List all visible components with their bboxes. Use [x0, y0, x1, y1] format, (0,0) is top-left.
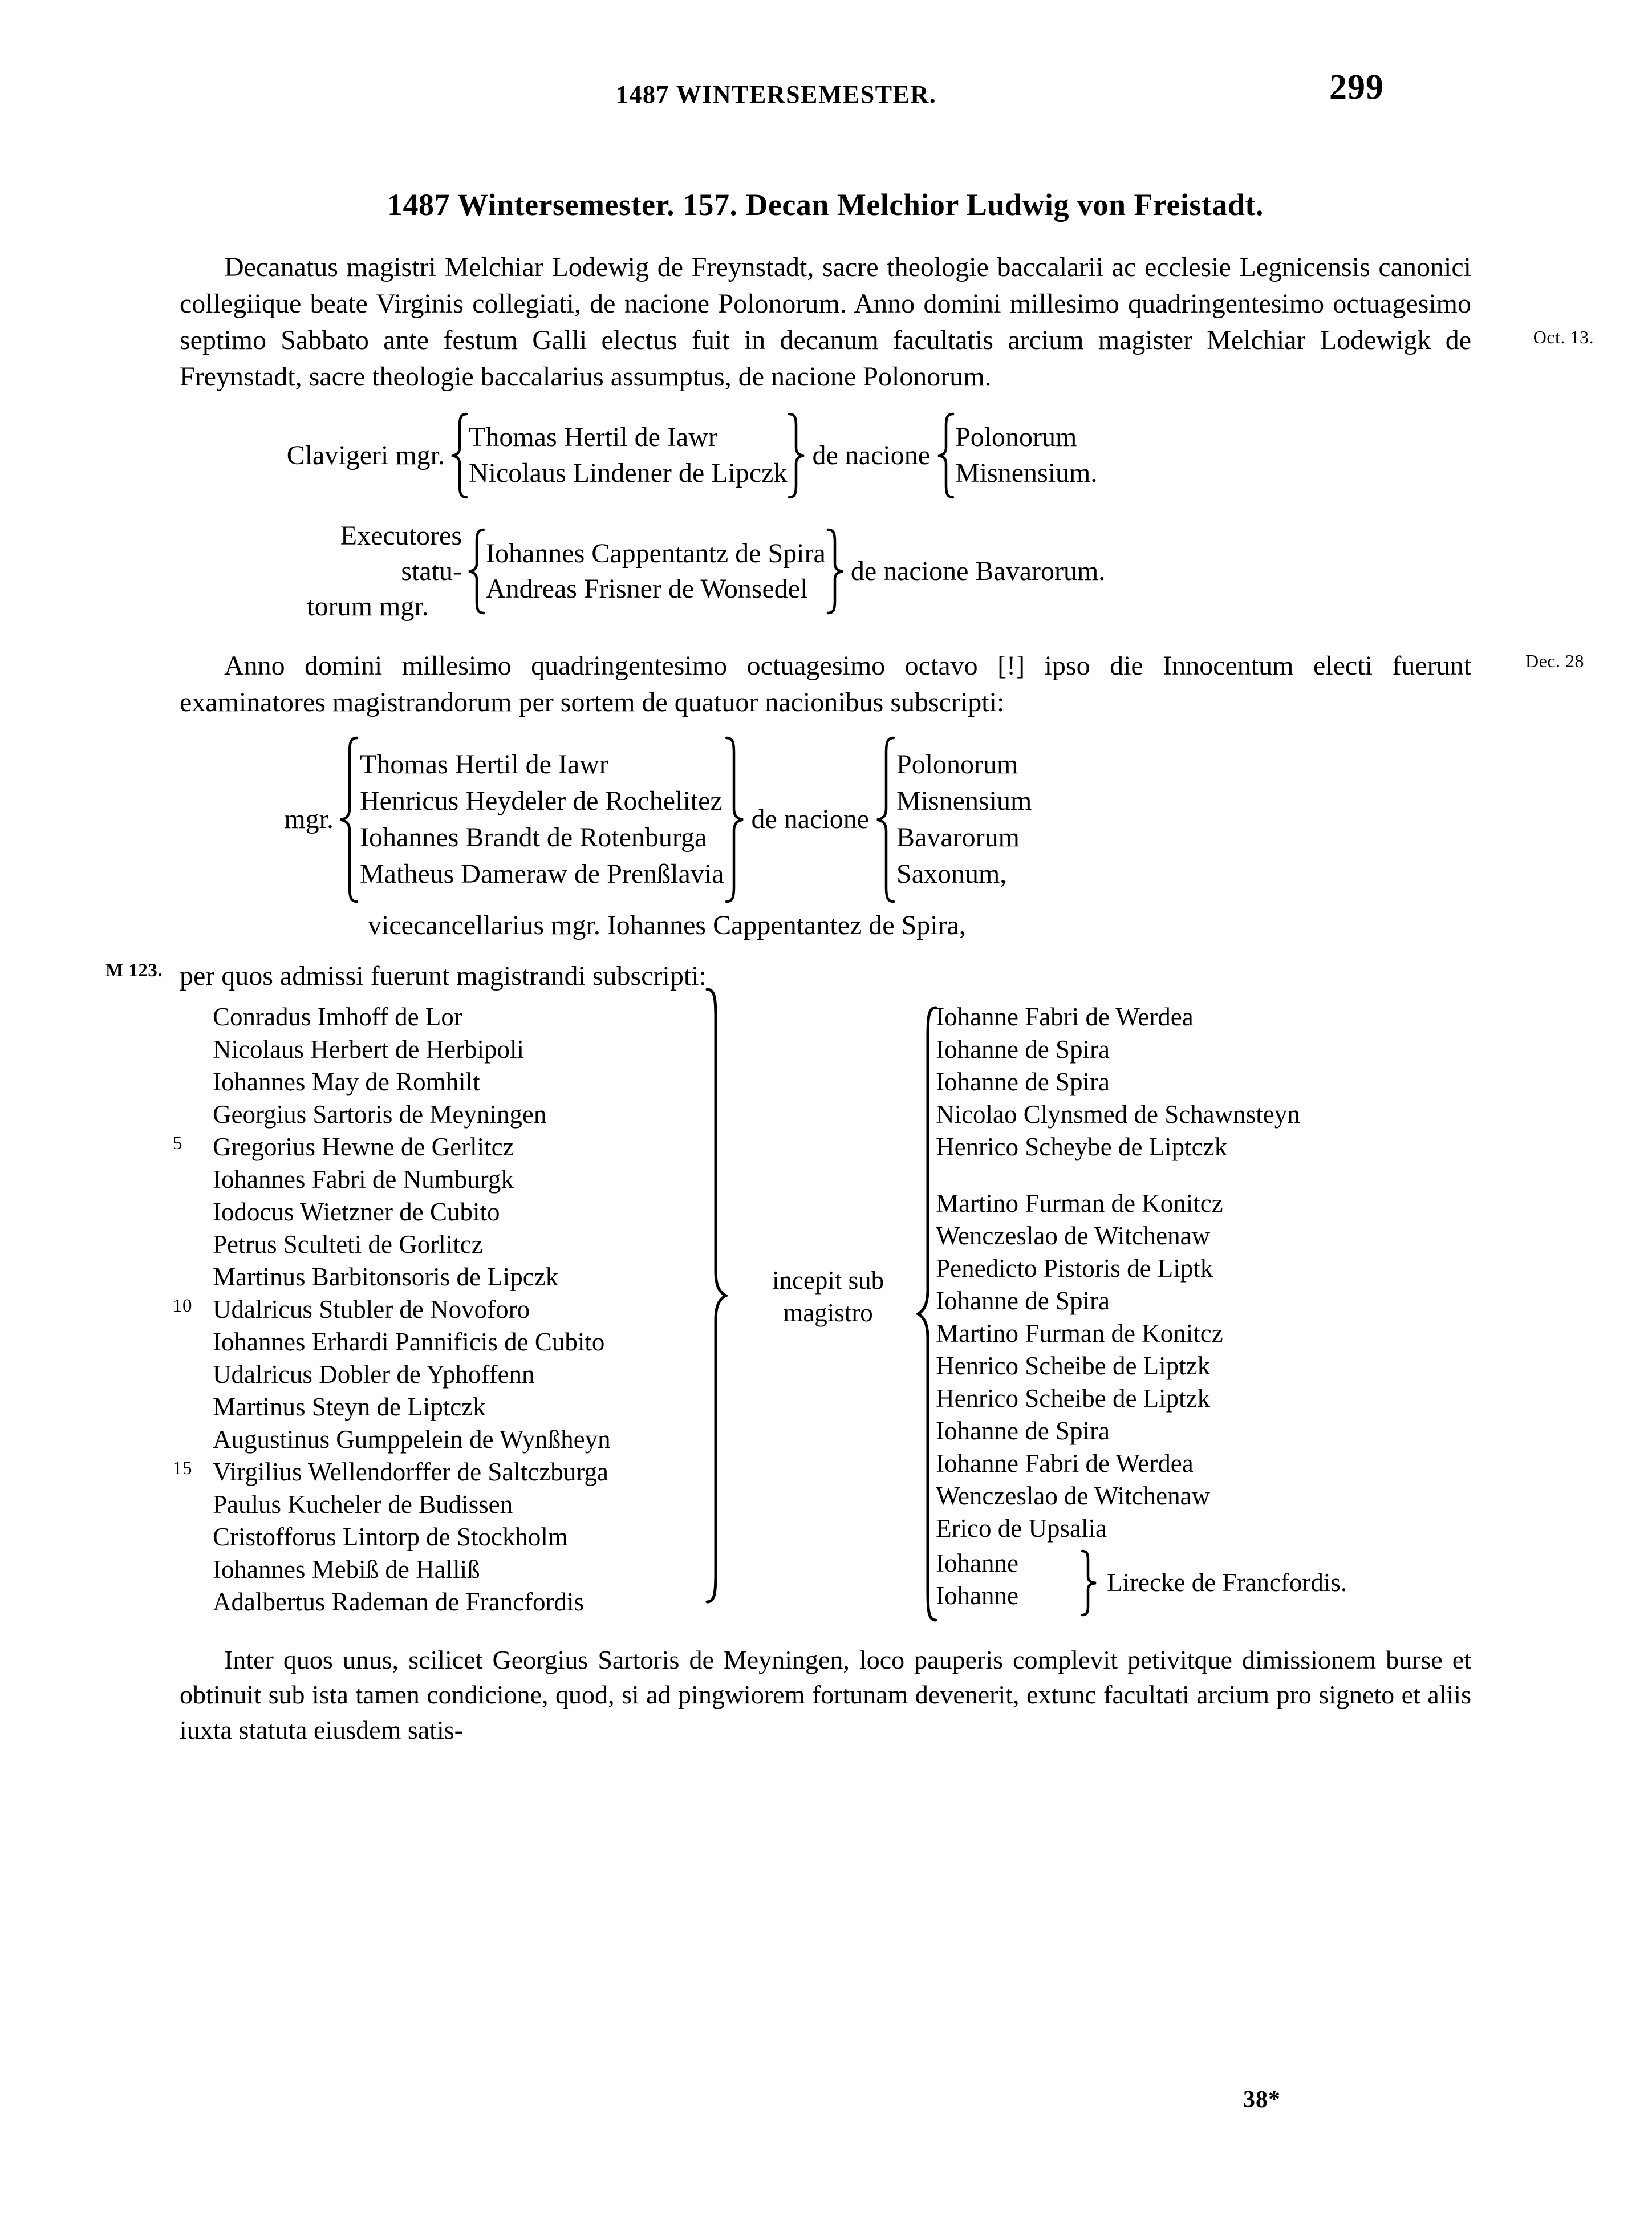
right-brace-icon [703, 986, 728, 1608]
paragraph-decanatus [180, 249, 1594, 395]
margin-note-m123: M 123. [105, 960, 163, 981]
examinatores-names [360, 746, 724, 892]
list-spacer [936, 1167, 1471, 1191]
page-number: 299 [1329, 68, 1384, 107]
margin-note-oct-13: Oct. 13. [1533, 327, 1594, 348]
clavigeri-label: Clavigeri mgr. [286, 440, 445, 470]
running-head-title: 1487 WINTERSEMESTER. [616, 80, 937, 108]
student-name: Iohannes May de Romhilt [213, 1067, 480, 1096]
list-item: Thomas Hertil de Iawr [469, 422, 717, 453]
list-item: Iohanne de Spira [936, 1416, 1110, 1445]
right-brace-icon [787, 412, 806, 499]
list-item: Iohanne de Spira [936, 1286, 1110, 1315]
list-item: Bavarorum [896, 822, 1020, 853]
executores-label [274, 518, 466, 625]
list-item [202, 1034, 703, 1069]
student-name: Paulus Kucheler de Budissen [213, 1490, 513, 1519]
clavigeri-names [469, 420, 787, 491]
list-item: Henrico Scheibe de Liptzk [936, 1383, 1211, 1413]
list-item: Iohanne de Spira [936, 1034, 1110, 1064]
student-name: Conradus Imhoff de Lor [213, 1002, 462, 1031]
list-item [173, 1132, 703, 1167]
list-item: Andreas Frisner de Wonsedel [486, 574, 808, 604]
left-brace-icon [338, 736, 360, 904]
incepit-line2: magistro [783, 1298, 873, 1327]
student-name: Petrus Sculteti de Gorlitcz [213, 1229, 483, 1259]
list-item: Henricus Heydeler de Rochelitez [360, 786, 723, 817]
paragraph-examinatores [180, 648, 1584, 721]
student-name: Martinus Barbitonsoris de Lipczk [213, 1262, 559, 1291]
lirecke-tail: Lirecke de Francfordis. [1107, 1568, 1347, 1597]
executores-label-line2: torum mgr. [307, 591, 429, 622]
executores-names [486, 536, 826, 607]
list-item [202, 1329, 703, 1362]
left-brace-icon [466, 528, 486, 615]
line-number: 10 [173, 1295, 192, 1316]
student-name: Iohannes Erhardi Pannificis de Cubito [213, 1327, 605, 1356]
student-name: Virgilius Wellendorffer de Saltczburga [213, 1457, 608, 1486]
list-item: Henrico Scheibe de Liptzk [936, 1351, 1211, 1380]
list-item: Erico de Upsalia [936, 1513, 1107, 1543]
list-item [202, 1394, 703, 1427]
clavigeri-nations [955, 420, 1097, 491]
list-item: Iohannes Brandt de Rotenburga [360, 822, 707, 853]
list-item: Iohanne Fabri de Werdea [936, 1448, 1194, 1478]
left-brace-icon [936, 412, 955, 499]
left-brace-icon [875, 736, 896, 904]
line-number: 5 [173, 1133, 182, 1154]
line-number: 15 [173, 1458, 192, 1479]
executores-group [180, 518, 1471, 625]
lirecke-pair-group [936, 1549, 1471, 1617]
list-item: Iohanne [936, 1548, 1019, 1577]
executores-label-line1: Executores statu- [340, 520, 462, 587]
incepit-sub-magistro-label [728, 1264, 916, 1329]
list-item [202, 1589, 703, 1622]
examinatores-nations [896, 746, 1032, 892]
list-item [202, 1427, 703, 1459]
right-brace-icon [826, 528, 845, 615]
list-item [202, 1492, 703, 1524]
per-quos-line [105, 960, 1471, 992]
list-item [202, 1557, 703, 1589]
list-item [202, 1229, 703, 1264]
list-item [173, 1457, 703, 1492]
list-item: Misnensium [896, 786, 1032, 817]
paragraph-decanatus-text: Decanatus magistri Melchiar Lodewig de Freynstadt, sacre theologie baccalarii ac ecclesie Legnicensis canonici collegiique beate Virginis collegiati, de nacione Polonorum. Anno domini millesimo quadringentesimo octuagesimo septimo Sabbato ante festum Galli electus fuit in decanum facultatis arcium magister Melchiar Lodewigk de Freynstadt, sacre theologie baccalarius assumptus, de nacione Polonorum. [180, 252, 1471, 392]
list-item: Iohannes Cappentantz de Spira [486, 538, 826, 569]
per-quos-text: per quos admissi fuerunt magistrandi subscripti: [180, 960, 707, 991]
list-item: Polonorum [955, 422, 1077, 453]
running-head [0, 68, 1652, 120]
list-item [202, 1164, 703, 1199]
student-name: Augustinus Gumppelein de Wynßheyn [213, 1425, 611, 1454]
student-name: Iohannes Fabri de Numburgk [213, 1164, 514, 1194]
closing-paragraph: Inter quos unus, scilicet Georgius Sartoris de Meyningen, loco pauperis complevit petivitque dimissionem burse et obtinuit sub ista tamen condicione, quod, si ad pingwiorem fortunam devenerit, extunc facultati arcium pro signeto et aliis iuxta statuta eiusdem satis- [180, 1645, 1471, 1744]
admitted-right-column [916, 1004, 1471, 1617]
student-name: Iodocus Wietzner de Cubito [213, 1197, 500, 1226]
right-brace-icon [724, 736, 745, 904]
student-name: Udalricus Stubler de Novoforo [213, 1295, 530, 1324]
student-name: Georgius Sartoris de Meyningen [213, 1099, 547, 1129]
executores-tail: de nacione Bavarorum. [850, 556, 1106, 587]
examinatores-group [180, 736, 1471, 904]
right-brace-icon [1079, 1549, 1099, 1617]
list-item: Henrico Scheybe de Liptczk [936, 1132, 1228, 1161]
student-name: Udalricus Dobler de Yphoffenn [213, 1360, 535, 1389]
list-item: Nicolaus Lindener de Lipczk [469, 457, 788, 488]
admitted-left-column [173, 1002, 703, 1622]
clavigeri-group [180, 412, 1471, 499]
list-item: Saxonum, [896, 858, 1007, 889]
list-item: Penedicto Pistoris de Liptk [936, 1253, 1213, 1283]
sheet-signature: 38* [1243, 2087, 1281, 2113]
list-item [202, 1524, 703, 1557]
student-name: Cristofforus Lintorp de Stockholm [213, 1522, 568, 1551]
list-item [173, 1295, 703, 1329]
list-item: Thomas Hertil de Iawr [360, 749, 608, 780]
list-item: Iohanne [936, 1581, 1019, 1610]
list-item: Iohanne Fabri de Werdea [936, 1002, 1194, 1031]
list-item: Martino Furman de Konitcz [936, 1318, 1223, 1348]
list-item [202, 1199, 703, 1232]
list-item [202, 1004, 703, 1037]
section-title: 1487 Wintersemester. 157. Decan Melchior Ludwig von Freistadt. [387, 188, 1264, 222]
incepit-sub-magistro-group [703, 1004, 916, 1589]
list-item [202, 1069, 703, 1102]
list-item: Nicolao Clynsmed de Schawnsteyn [936, 1099, 1300, 1129]
list-item [202, 1362, 703, 1394]
vicecancellarius-line: vicecancellarius mgr. Iohannes Cappentantez de Spira, [368, 910, 966, 940]
margin-note-dec-28: Dec. 28 [1525, 650, 1584, 671]
examinatores-label: mgr. [284, 804, 334, 834]
left-brace-icon [449, 412, 469, 499]
list-item: Wenczeslao de Witchenaw [936, 1221, 1211, 1250]
text-column [105, 188, 1594, 1747]
examinatores-tail: de nacione [751, 804, 869, 834]
student-name: Adalbertus Rademan de Francfordis [213, 1587, 585, 1616]
paragraph-examinatores-text: Anno domini millesimo quadringentesimo octuagesimo octavo [!] ipso die Innocentum electi fuerunt examinatores magistrandorum per sortem de quatuor nacionibus subscripti: [180, 650, 1471, 717]
incepit-line1: incepit sub [772, 1266, 884, 1295]
list-item [202, 1264, 703, 1297]
student-name: Gregorius Hewne de Gerlitcz [213, 1132, 514, 1161]
list-item: Martino Furman de Konitcz [936, 1188, 1223, 1218]
lirecke-pair-names [936, 1548, 1079, 1616]
list-item [202, 1099, 703, 1134]
list-item: Misnensium. [955, 457, 1098, 488]
student-name: Nicolaus Herbert de Herbipoli [213, 1034, 525, 1064]
student-name: Iohannes Mebiß de Halliß [213, 1555, 480, 1584]
list-item: Iohanne de Spira [936, 1067, 1110, 1096]
left-brace-icon [916, 1004, 939, 1630]
admitted-list [173, 1002, 1471, 1622]
list-item: Wenczeslao de Witchenaw [936, 1481, 1211, 1510]
list-item: Matheus Dameraw de Prenßlavia [360, 858, 724, 889]
clavigeri-tail: de nacione [812, 440, 931, 470]
student-name: Martinus Steyn de Liptczk [213, 1392, 486, 1421]
list-item: Polonorum [896, 749, 1018, 780]
